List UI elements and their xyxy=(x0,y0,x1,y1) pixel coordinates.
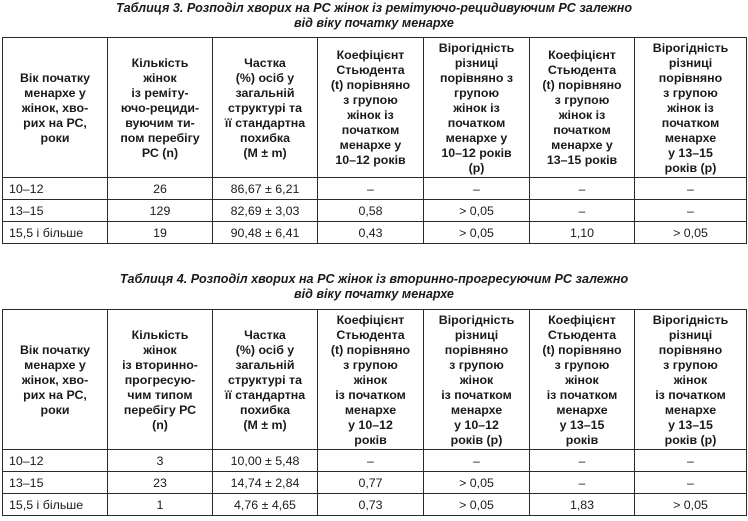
cell-p-10-12: > 0,05 xyxy=(424,222,530,244)
header-count: Кількість жінок із вторинно- прогресую- чим типом перебігу РС (n) xyxy=(108,310,213,450)
cell-share: 82,69 ± 3,03 xyxy=(213,200,318,222)
table-3-header-row xyxy=(3,38,747,178)
cell-count: 3 xyxy=(108,450,213,472)
table-row xyxy=(3,494,747,516)
cell-p-10-12: > 0,05 xyxy=(424,472,530,494)
header-count: Кількість жінок із реміту- ючо-рециди- вуючим ти- пом перебігу РС (n) xyxy=(108,38,213,178)
header-share: Частка (%) осіб у загальній структурі та її стандартна похибка (M ± m) xyxy=(213,38,318,178)
cell-age-group: 15,5 і більше xyxy=(3,222,108,244)
cell-t-10-12: – xyxy=(318,178,424,200)
table-4-caption xyxy=(0,272,748,302)
table-row xyxy=(3,200,747,222)
cell-age-group: 15,5 і більше xyxy=(3,494,108,516)
table-row xyxy=(3,222,747,244)
table-row xyxy=(3,178,747,200)
cell-t-13-15: – xyxy=(530,200,635,222)
cell-age-group: 10–12 xyxy=(3,450,108,472)
cell-age-group: 10–12 xyxy=(3,178,108,200)
cell-p-13-15: – xyxy=(635,200,747,222)
table-3-caption-line-2: від віку початку менархе xyxy=(294,16,454,30)
cell-p-10-12: – xyxy=(424,178,530,200)
cell-t-13-15: – xyxy=(530,178,635,200)
header-student-t-10-12: Коефіцієнт Стьюдента (t) порівняно з групою жінок із початком менархе у 10–12 років xyxy=(318,38,424,178)
cell-t-13-15: – xyxy=(530,450,635,472)
header-menarche-age: Вік початку менархе у жінок, хво- рих на РС, роки xyxy=(3,310,108,450)
cell-share: 10,00 ± 5,48 xyxy=(213,450,318,472)
cell-p-13-15: – xyxy=(635,450,747,472)
header-share: Частка (%) осіб у загальній структурі та її стандартна похибка (M ± m) xyxy=(213,310,318,450)
table-row xyxy=(3,450,747,472)
cell-p-13-15: – xyxy=(635,178,747,200)
cell-t-10-12: 0,43 xyxy=(318,222,424,244)
table-row xyxy=(3,472,747,494)
cell-t-13-15: 1,83 xyxy=(530,494,635,516)
cell-p-13-15: > 0,05 xyxy=(635,494,747,516)
table-4-caption-line-1: Таблиця 4. Розподіл хворих на РС жінок із вторинно-прогресуючим РС залежно xyxy=(119,272,629,286)
cell-share: 86,67 ± 6,21 xyxy=(213,178,318,200)
cell-count: 26 xyxy=(108,178,213,200)
table-3-caption-line-1: Таблиця 3. Розподіл хворих на РС жінок із ремітуючо-рецидивуючим РС залежно xyxy=(115,1,633,15)
table-4-caption-line-2: від віку початку менархе xyxy=(294,287,454,301)
cell-age-group: 13–15 xyxy=(3,472,108,494)
cell-share: 90,48 ± 6,41 xyxy=(213,222,318,244)
cell-p-13-15: > 0,05 xyxy=(635,222,747,244)
cell-t-13-15: – xyxy=(530,472,635,494)
header-p-10-12: Вірогідність різниці порівняно з групою жінок із початком менархе у 10–12 років (р) xyxy=(424,38,530,178)
cell-share: 4,76 ± 4,65 xyxy=(213,494,318,516)
cell-t-10-12: 0,77 xyxy=(318,472,424,494)
table-4 xyxy=(2,309,747,516)
cell-t-13-15: 1,10 xyxy=(530,222,635,244)
cell-count: 129 xyxy=(108,200,213,222)
cell-p-13-15: – xyxy=(635,472,747,494)
cell-count: 23 xyxy=(108,472,213,494)
cell-t-10-12: 0,58 xyxy=(318,200,424,222)
cell-t-10-12: 0,73 xyxy=(318,494,424,516)
header-student-t-10-12: Коефіцієнт Стьюдента (t) порівняно з групою жінок із початком менархе у 10–12 років xyxy=(318,310,424,450)
header-p-10-12: Вірогідність різниці порівняно з групою жінок із початком менархе у 10–12 років (р) xyxy=(424,310,530,450)
cell-count: 1 xyxy=(108,494,213,516)
cell-count: 19 xyxy=(108,222,213,244)
header-p-13-15: Вірогідність різниці порівняно з групою жінок із початком менархе у 13–15 років (р) xyxy=(635,310,747,450)
cell-share: 14,74 ± 2,84 xyxy=(213,472,318,494)
header-p-13-15: Вірогідність різниці порівняно з групою жінок із початком менархе у 13–15 років (р) xyxy=(635,38,747,178)
header-student-t-13-15: Коефіцієнт Стьюдента (t) порівняно з групою жінок із початком менархе у 13–15 років xyxy=(530,310,635,450)
table-3 xyxy=(2,37,747,244)
cell-p-10-12: > 0,05 xyxy=(424,494,530,516)
table-4-header-row xyxy=(3,310,747,450)
cell-t-10-12: – xyxy=(318,450,424,472)
header-student-t-13-15: Коефіцієнт Стьюдента (t) порівняно з групою жінок із початком менархе у 13–15 років xyxy=(530,38,635,178)
table-3-caption xyxy=(0,1,748,31)
cell-age-group: 13–15 xyxy=(3,200,108,222)
cell-p-10-12: > 0,05 xyxy=(424,200,530,222)
header-menarche-age: Вік початку менархе у жінок, хво- рих на РС, роки xyxy=(3,38,108,178)
cell-p-10-12: – xyxy=(424,450,530,472)
